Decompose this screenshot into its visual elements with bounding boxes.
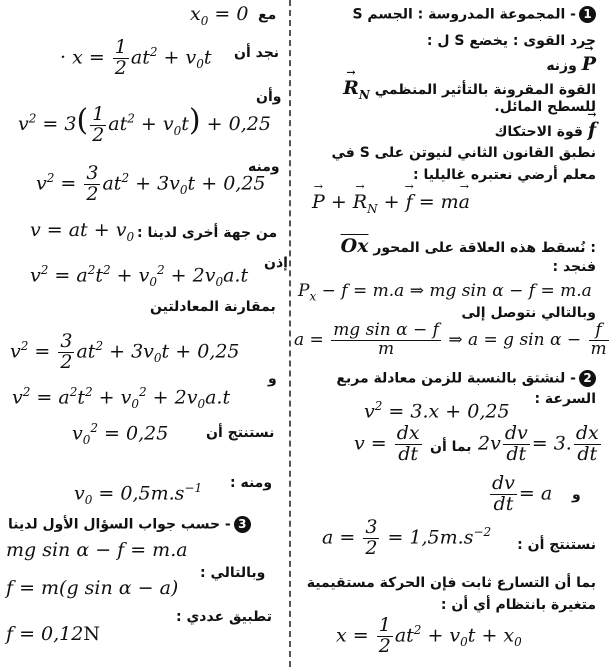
compare-label: بمقارنة المعادلتين	[150, 299, 276, 315]
friction-formula: f = m(g sin α − a)	[6, 577, 179, 599]
normal-force-line: → $R_N$ القوة المقرونة بالتأثير المنظمي	[343, 78, 596, 102]
hence-label: ومنه	[248, 159, 280, 175]
and-that-label: وأن	[256, 89, 282, 105]
right-column	[292, 0, 607, 667]
section-badge-2: 2	[579, 370, 596, 387]
speed-squared-alt: $v^2 = a^2t^2 + v_0^2 + 2v_0a.t$	[30, 263, 249, 290]
forces-inventory: جرد القوى : يخضع S ل :	[426, 33, 596, 49]
acceleration-derivative: $\frac{dv}{dt}$ = a	[492, 472, 553, 515]
acceleration-formula: a = $\frac{\text{mg sin α − f}}{m}$ ⇒ a = g sin α − $\frac{f}{m}$	[294, 320, 607, 359]
friction-value: f = 0,12N	[6, 623, 100, 645]
and-label: و	[572, 487, 581, 503]
newton-vector-equation: → P + → $R_N$ + → f = m→ a	[312, 192, 470, 216]
speed-squared-expanded: $v^2$ = $\frac{3}{2}$ $at^2 + 3v_0t + 0,25$	[36, 162, 266, 205]
speed-squared-equation: $v^2 = 3.x + 0,25$	[364, 399, 510, 423]
section-3-equation: mg sin α − f = m.a	[6, 539, 188, 561]
other-hand-label: من جهة أخرى لدينا :	[137, 225, 278, 241]
projection-line: $\overline{Ox}$ نُسقط هذه العلاقة على المحور :	[340, 235, 596, 257]
normal-force-line-2: للسطح المائل.	[494, 99, 596, 115]
section-badge-1: 1	[579, 6, 596, 23]
position-equation: x = $\frac{1}{2}$ $at^2 + v_0t + x_0$	[336, 614, 522, 657]
derived-equation: 2v $\frac{dv}{dt}$ = 3. $\frac{dx}{dt}$	[478, 422, 599, 465]
section-badge-3: 3	[234, 516, 251, 533]
galilean-frame-line: معلم أرضي نعتبره غاليليا :	[413, 167, 596, 183]
weight-line: → P وزنه	[546, 54, 596, 75]
speed-linear: v = at + $v_0$	[30, 219, 135, 244]
uniform-accel-line-2: متغيرة بانتظام أي أن :	[440, 597, 596, 613]
then-label: إذن	[264, 255, 288, 271]
numeric-label: تطبيق عددي :	[176, 609, 272, 625]
speed-label: السرعة :	[534, 391, 596, 407]
conclude-label-left: نستنتج أن	[206, 425, 275, 441]
section-1-title: 1- المجموعة المدروسة : الجسم S	[352, 6, 596, 23]
v0-value: $v_0 = 0,5m.s^{-1}$	[74, 481, 203, 508]
uniform-accel-line: بما أن التسارع ثابت فإن الحركة مستقيمية	[306, 575, 596, 591]
thus-line: وبالتالي نتوصل إلى	[461, 305, 596, 321]
hence-label-2: ومنه :	[230, 475, 273, 491]
find-line: فنجد :	[552, 259, 596, 275]
speed-derivative: v = $\frac{dx}{dt}$	[354, 422, 420, 465]
since-label: بما أن	[430, 439, 472, 455]
section-2-title: 2- لنشتق بالنسبة للزمن معادلة مربع	[336, 370, 596, 387]
left-column	[0, 0, 289, 667]
we-find-label: نجد أن	[234, 45, 280, 61]
conclude-label: نستنتج أن :	[517, 537, 596, 553]
with-label: مع	[258, 7, 277, 23]
friction-line: → f قوة الاحتكاك	[495, 120, 596, 141]
column-divider	[289, 0, 291, 667]
position-equation-simplified: · x = $\frac{1}{2}$ $at^2 + v_0t$	[60, 36, 212, 79]
speed-squared-substituted: $v^2 = 3$( $\frac{1}{2}$ $at^2 + v_0t) + 0,25$	[18, 102, 271, 146]
and-label-2: و	[268, 371, 277, 387]
v0-squared-value: $v_0^2 = 0,25$	[72, 421, 169, 448]
initial-position: $x_0 = 0$	[190, 3, 249, 28]
projected-equation: $P_x - f = m.a$ ⇒ mg sin α − f = m.a	[298, 281, 592, 304]
acceleration-value: a = $\frac{3}{2}$ = $1,5m.s^{-2}$	[322, 516, 492, 559]
compare-equation-1: $v^2$ = $\frac{3}{2}$ $at^2 + 3v_0t + 0,25$	[10, 330, 240, 373]
thus-label-left: وبالتالي :	[200, 565, 266, 581]
compare-equation-2: $v^2 = a^2t^2 + v_0^2 + 2v_0a.t$	[12, 385, 231, 412]
section-3-title: 3- حسب جواب السؤال الأول لدينا	[8, 516, 251, 533]
newton-law-line: نطبق القانون الثاني لنيوتن على S في	[331, 145, 596, 161]
